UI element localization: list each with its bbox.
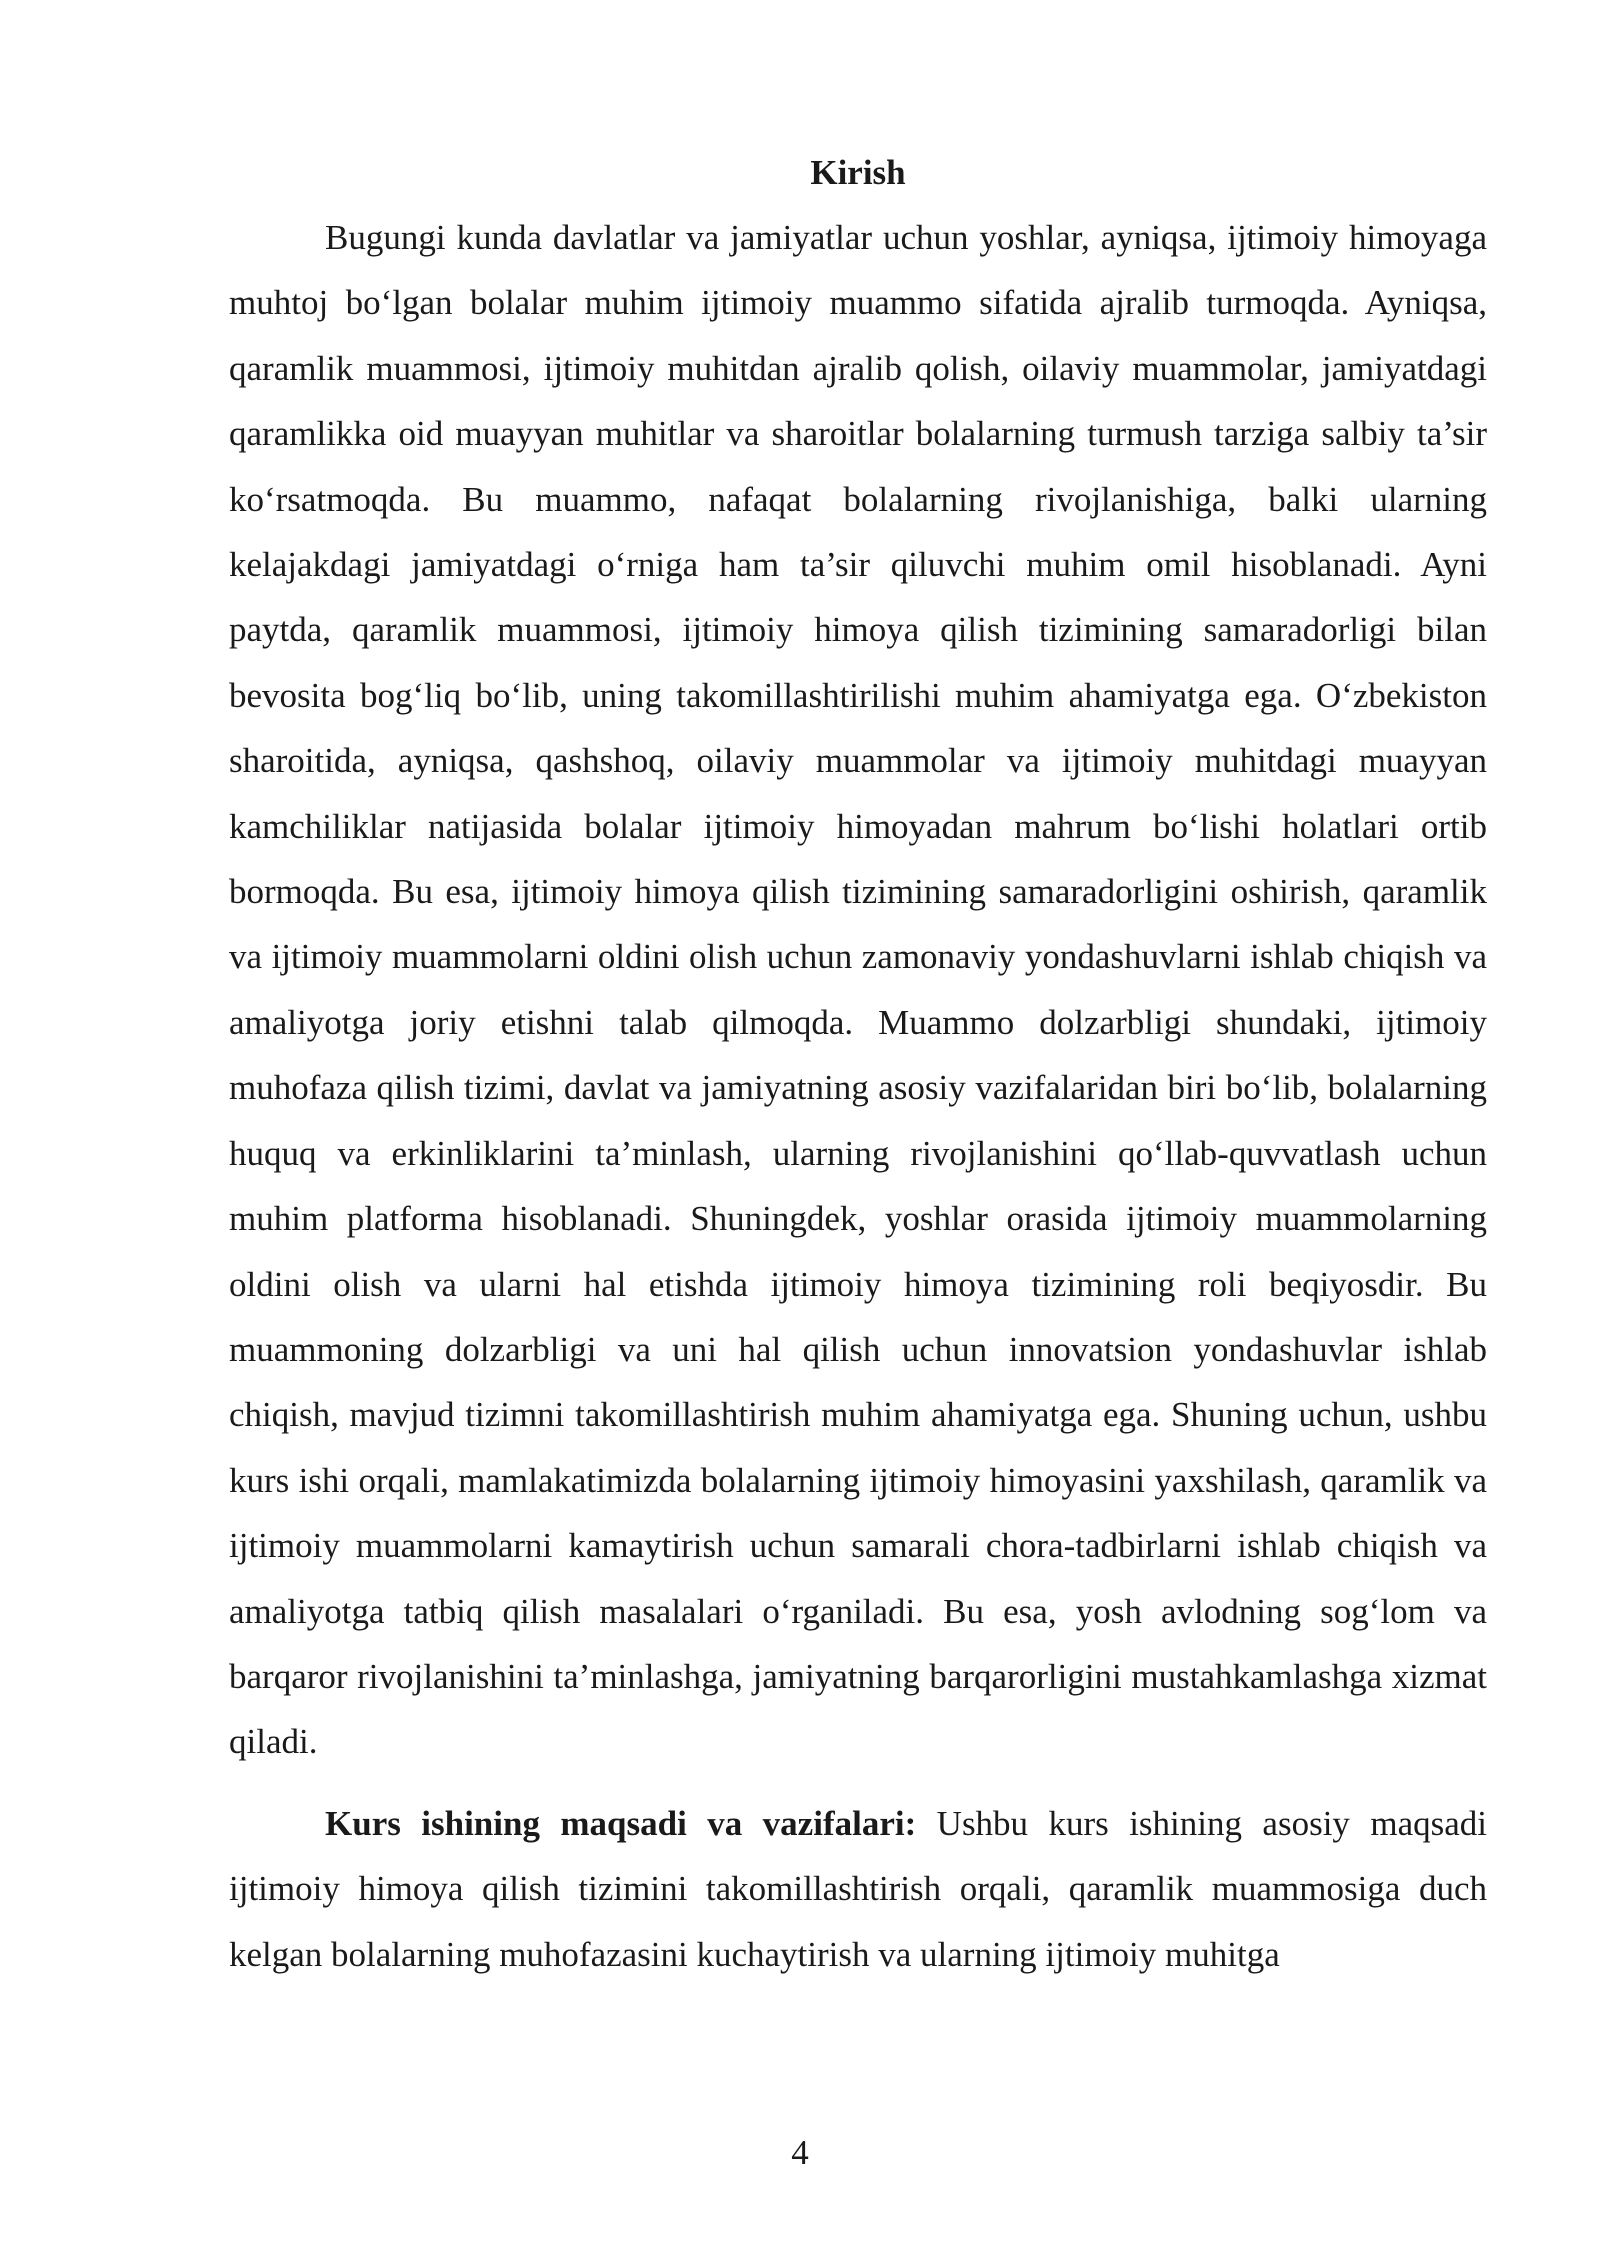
paragraph-lead: Kurs ishining maqsadi va vazifalari: bbox=[325, 1803, 917, 1843]
paragraph-introduction bbox=[229, 205, 1487, 1775]
paragraph-goals bbox=[229, 1791, 1487, 1987]
paragraph-text: Ushbu kurs ishining asosiy maqsadi ijtimoiy himoya qilish tizimini takomillashtirish orqali, qaramlik muammosiga duch kelgan bolalarning muhofazasini kuchaytirish va ularning ijtimoiy muhitga bbox=[229, 1803, 1487, 1974]
paragraph-text: Bugungi kunda davlatlar va jamiyatlar uchun yoshlar, ayniqsa, ijtimoiy himoyaga muhtoj bo‘lgan bolalar muhim ijtimoiy muammo sifatida ajralib turmoqda. Ayniqsa, qaramlik muammosi, ijtimoiy muhitdan ajralib qolish, oilaviy muammolar, jamiyatdagi qaramlikka oid muayyan muhitlar va sharoitlar bolalarning turmush tarziga salbiy ta’sir ko‘rsatmoqda. Bu muammo, nafaqat bolalarning rivojlanishiga, balki ularning kelajakdagi jamiyatdagi o‘rniga ham ta’sir qiluvchi muhim omil hisoblanadi. Ayni paytda, qaramlik muammosi, ijtimoiy himoya qilish tizimining samaradorligi bilan bevosita bog‘liq bo‘lib, uning takomillashtirilishi muhim ahamiyatga ega. O‘zbekiston sharoitida, ayniqsa, qashshoq, oilaviy muammolar va ijtimoiy muhitdagi muayyan kamchiliklar natijasida bolalar ijtimoiy himoyadan mahrum bo‘lishi holatlari ortib bormoqda. Bu esa, ijtimoiy himoya qilish tizimining samaradorligini oshirish, qaramlik va ijtimoiy muammolarni oldini olish uchun zamonaviy yondashuvlarni ishlab chiqish va amaliyotga joriy etishni talab qilmoqda. Muammo dolzarbligi shundaki, ijtimoiy muhofaza qilish tizimi, davlat va jamiyatning asosiy vazifalaridan biri bo‘lib, bolalarning huquq va erkinliklarini ta’minlash, ularning rivojlanishini qo‘llab-quvvatlash uchun muhim platforma hisoblanadi. Shuningdek, yoshlar orasida ijtimoiy muammolarning oldini olish va ularni hal etishda ijtimoiy himoya tizimining roli beqiyosdir. Bu muammoning dolzarbligi va uni hal qilish uchun innovatsion yondashuvlar ishlab chiqish, mavjud tizimni takomillashtirish muhim ahamiyatga ega. Shuning uchun, ushbu kurs ishi orqali, mamlakatimizda bolalarning ijtimoiy himoyasini yaxshilash, qaramlik va ijtimoiy muammolarni kamaytirish uchun samarali chora-tadbirlarni ishlab chiqish va amaliyotga tatbiq qilish masalalari o‘rganiladi. Bu esa, yosh avlodning sog‘lom va barqaror rivojlanishini ta’minlashga, jamiyatning barqarorligini mustahkamlashga xizmat qiladi. bbox=[229, 218, 1487, 1762]
page-number: 4 bbox=[791, 2133, 809, 2172]
page-body bbox=[229, 148, 1487, 1987]
section-heading: Kirish bbox=[810, 153, 906, 192]
